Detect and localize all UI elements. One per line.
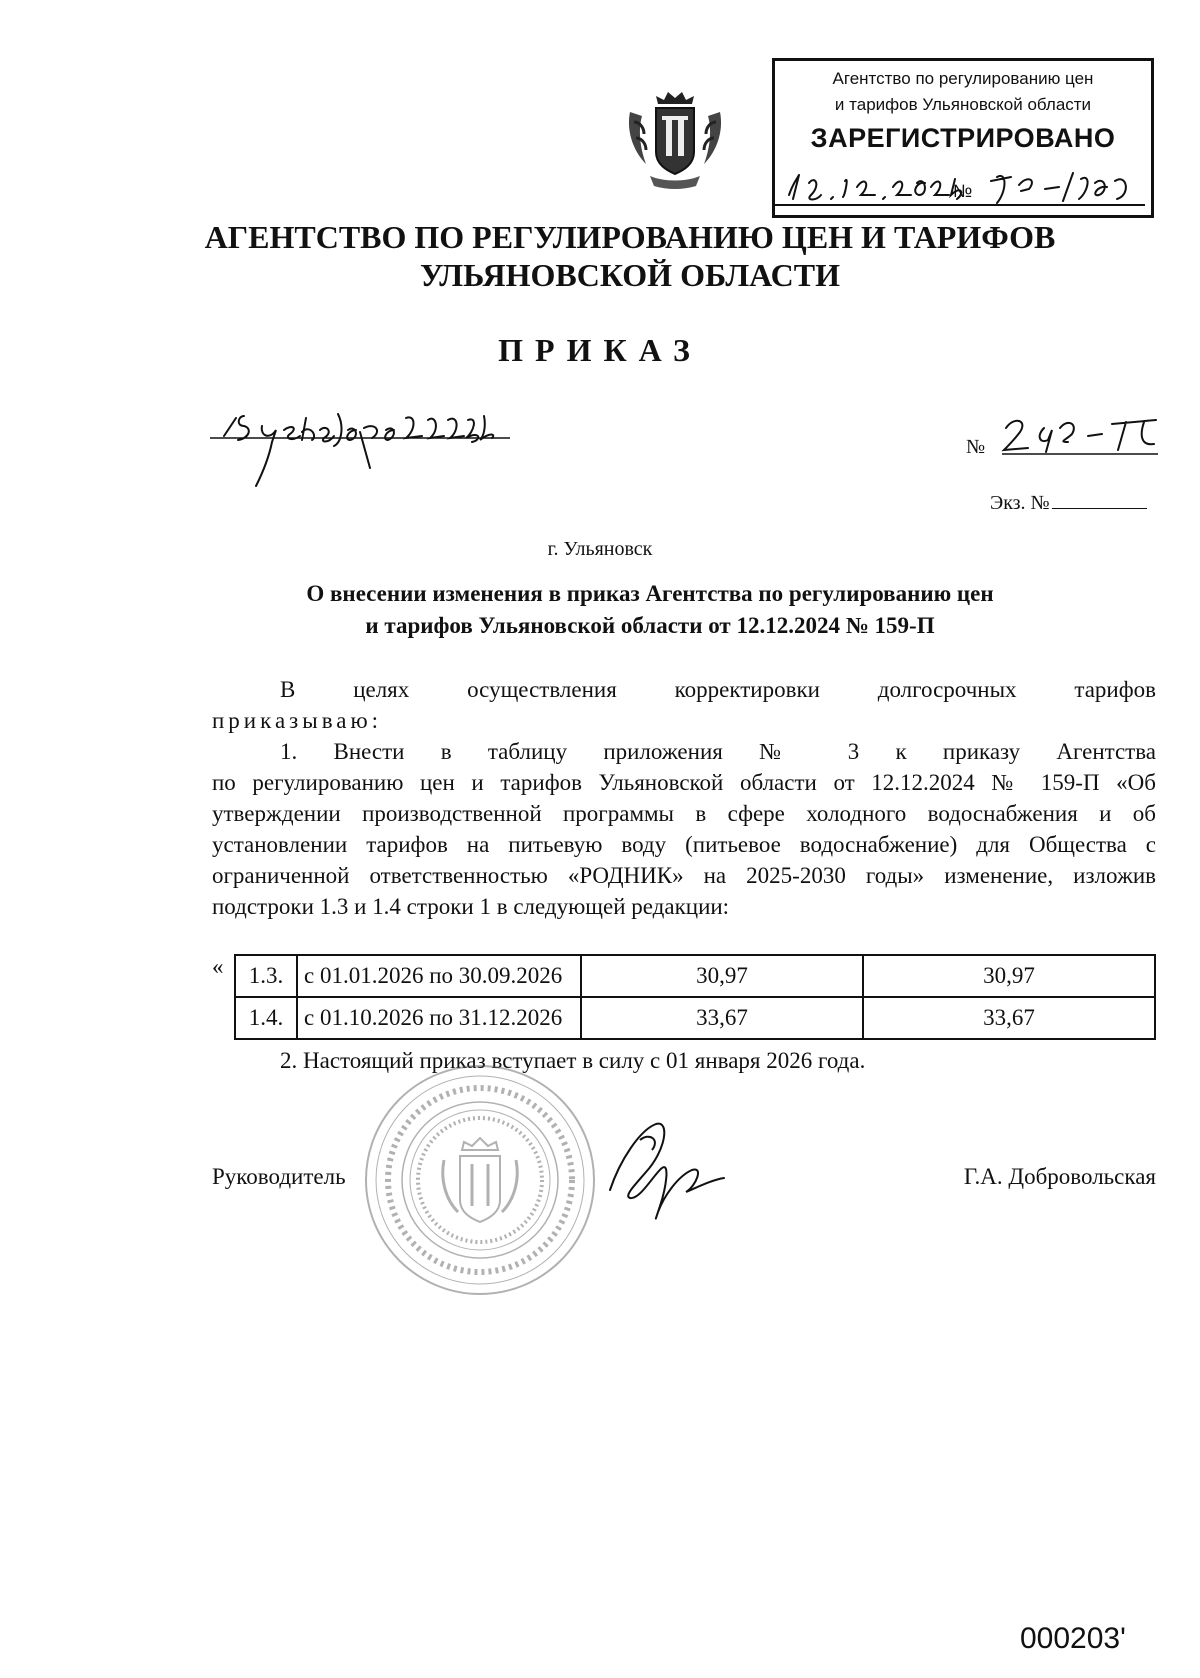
intro-line2: приказываю: [212, 708, 383, 733]
quote-open-mark: « [212, 954, 224, 979]
registration-number-sign: № [953, 181, 973, 201]
handwritten-signature [600, 1110, 730, 1230]
handwritten-date [210, 408, 540, 488]
copy-number-field [990, 492, 1147, 515]
document-type: ПРИКАЗ [498, 332, 702, 368]
document-code: 000203' [1020, 1622, 1126, 1655]
table-row [235, 955, 1155, 997]
agency-title-line1: АГЕНТСТВО ПО РЕГУЛИРОВАНИЮ ЦЕН И ТАРИФОВ [204, 219, 1056, 255]
row-value1: 33,67 [581, 997, 863, 1039]
point2-text: 2. Настоящий приказ вступает в силу с 01 января 2026 года. [280, 1048, 866, 1073]
revision-table [234, 954, 1156, 1040]
row-number: 1.3. [235, 955, 297, 997]
row-period: с 01.10.2026 по 31.12.2026 [297, 997, 581, 1039]
row-value2: 30,97 [863, 955, 1155, 997]
intro-line1: В целях осуществления корректировки долгосрочных тарифов [280, 677, 1156, 702]
official-seal [360, 1060, 600, 1300]
agency-title [170, 218, 1090, 294]
point1-text: по регулированию цен и тарифов Ульяновской области от 12.12.2024 № 159-П «Об утверждении производственной программы в сфере холодного водоснабжения и об установлении тарифов на питьевую воду (питьевое водоснабжение) для Общества с ограниченной ответственностью «РОДНИК» на 2025-2030 годы» изменение, изложив подстроки 1.3 и 1.4 строки 1 в следующей редакции: [212, 770, 1156, 919]
row-value2: 33,67 [863, 997, 1155, 1039]
row-number: 1.4. [235, 997, 297, 1039]
order-body [212, 674, 1156, 922]
handwritten-order-number [998, 410, 1163, 466]
order-number-sign: № [966, 436, 986, 458]
signatory-name: Г.А. Добровольская [963, 1164, 1156, 1189]
signatory-title: Руководитель [212, 1164, 346, 1189]
row-value1: 30,97 [581, 955, 863, 997]
registration-stamp-line1: Агентство по регулированию цен [832, 69, 1094, 88]
registration-status: ЗАРЕГИСТРИРОВАНО [810, 123, 1116, 153]
subject-line2: и тарифов Ульяновской области от 12.12.2024 № 159-П [365, 613, 935, 638]
table-row [235, 997, 1155, 1039]
row-period: с 01.01.2026 по 30.09.2026 [297, 955, 581, 997]
copy-number-blank [1052, 508, 1147, 509]
agency-title-line2: УЛЬЯНОВСКОЙ ОБЛАСТИ [419, 257, 841, 293]
city: г. Ульяновск [547, 538, 653, 560]
subject-line1: О внесении изменения в приказ Агентства по регулированию цен [306, 581, 994, 606]
point1-first-line: 1. Внести в таблицу приложения № 3 к приказу Агентства [280, 739, 1156, 764]
order-subject [210, 578, 1090, 642]
copy-number-label: Экз. № [990, 492, 1050, 514]
registration-stamp [772, 58, 1154, 218]
ulyanovsk-coat-of-arms-icon [620, 82, 730, 190]
registration-stamp-line2: и тарифов Ульяновской области [834, 95, 1092, 114]
